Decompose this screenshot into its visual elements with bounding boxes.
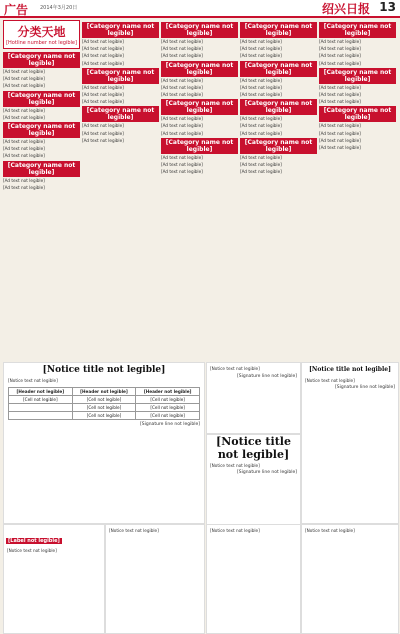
classified-columns: [3, 20, 397, 360]
classified-ad: [Ad text not legible]: [161, 84, 203, 90]
table-cell: [Cell not legible]: [72, 404, 136, 412]
notice-body: [Notice text not legible]: [210, 366, 260, 371]
category-header: [Category name not legible]: [319, 106, 396, 122]
relocation-notice: [206, 434, 301, 526]
classified-ad: [Ad text not legible]: [319, 84, 361, 90]
category-header: [Category name not legible]: [240, 99, 317, 115]
category-header: [Category name not legible]: [240, 22, 317, 38]
notice-title: [Notice title not legible]: [42, 365, 166, 375]
classified-ad: [Ad text not legible]: [319, 99, 361, 105]
classified-ad: [Ad text not legible]: [319, 145, 361, 151]
table-cell: [Cell not legible]: [72, 396, 136, 404]
classified-ad: [Ad text not legible]: [240, 123, 282, 129]
table-cell: [Cell not legible]: [72, 412, 136, 420]
classified-ad: [Ad text not legible]: [3, 114, 45, 120]
classified-ad: [Ad text not legible]: [319, 46, 361, 52]
notice-body: [Notice text not legible]: [305, 378, 355, 383]
classified-ad: [Ad text not legible]: [319, 130, 361, 136]
category-header: [Category name not legible]: [3, 91, 80, 107]
classified-ad: [Ad text not legible]: [82, 46, 124, 52]
classified-ad: [Ad text not legible]: [319, 92, 361, 98]
lost-body: [Notice text not legible]: [305, 528, 355, 533]
newspaper-logo: 绍兴日报: [321, 2, 370, 16]
issue-date: 2014年3月20日: [40, 5, 78, 11]
lost-body: [Notice text not legible]: [7, 548, 57, 553]
classified-ad: [Ad text not legible]: [161, 130, 203, 136]
classified-ad: [Ad text not legible]: [82, 53, 124, 59]
table-header: [Header not legible]: [136, 388, 200, 396]
notice-signature: [Signature line not legible]: [236, 470, 297, 476]
table-cell: [9, 404, 73, 412]
table-cell: [Cell not legible]: [136, 396, 200, 404]
classified-ad: [Ad text not legible]: [3, 107, 45, 113]
notice-signature: [Signature line not legible]: [334, 385, 395, 391]
classified-ad: [Ad text not legible]: [161, 46, 203, 52]
category-header: [Category name not legible]: [161, 61, 238, 77]
classified-ad: [Ad text not legible]: [161, 39, 203, 44]
category-header: [Category name not legible]: [82, 106, 159, 122]
brand-hotline: [Hotline number not legible]: [6, 40, 77, 46]
classified-ad: [Ad text not legible]: [82, 137, 124, 143]
table-header: [Header not legible]: [9, 388, 73, 396]
public-notice: [3, 362, 205, 524]
column-1: [3, 20, 80, 360]
section-title: 广告: [4, 3, 29, 17]
classified-ad: [Ad text not legible]: [240, 84, 282, 90]
classified-ad: [Ad text not legible]: [161, 53, 203, 59]
category-header: [Category name not legible]: [82, 22, 159, 38]
lost-body: [Notice text not legible]: [210, 528, 260, 533]
classified-ad: [Ad text not legible]: [161, 77, 203, 83]
classified-ad: [Ad text not legible]: [82, 99, 124, 105]
category-header: [Category name not legible]: [3, 52, 80, 68]
classified-ad: [Ad text not legible]: [161, 154, 203, 160]
classified-ad: [Ad text not legible]: [82, 84, 124, 90]
classified-ad: [Ad text not legible]: [82, 123, 124, 129]
category-header: [Category name not legible]: [161, 22, 238, 38]
category-header: [Category name not legible]: [319, 22, 396, 38]
classified-ad: [Ad text not legible]: [161, 169, 203, 175]
notice-title: [Notice title not legible]: [309, 366, 391, 373]
lost-notice-3: [206, 524, 301, 634]
lost-notice-4: [301, 524, 399, 634]
classified-ad: [Ad text not legible]: [3, 146, 45, 152]
notice-signature: [Signature line not legible]: [139, 422, 200, 428]
table-row: [9, 412, 200, 420]
notice-table: [8, 387, 200, 420]
classified-ad: [Ad text not legible]: [240, 77, 282, 83]
lost-notice-1: [3, 524, 105, 634]
page-number: 13: [379, 0, 396, 14]
notice-title: [Notice title not legible]: [216, 435, 291, 461]
classified-ad: [Ad text not legible]: [240, 39, 282, 44]
change-notice: [206, 362, 301, 434]
classified-ad: [Ad text not legible]: [319, 53, 361, 59]
classified-ad: [Ad text not legible]: [161, 162, 203, 168]
category-header: [Category name not legible]: [3, 161, 80, 177]
category-header: [Category name not legible]: [240, 138, 317, 154]
classified-ad: [Ad text not legible]: [3, 83, 45, 89]
classified-ad: [Ad text not legible]: [82, 60, 124, 66]
classified-ad: [Ad text not legible]: [161, 92, 203, 98]
category-header: [Category name not legible]: [161, 99, 238, 115]
table-cell: [Cell not legible]: [9, 396, 73, 404]
classified-ad: [Ad text not legible]: [3, 153, 45, 159]
notice-body: [Notice text not legible]: [210, 463, 260, 468]
classified-ad: [Ad text not legible]: [3, 76, 45, 82]
table-row: [9, 396, 200, 404]
column-5: [319, 20, 396, 360]
classified-ad: [Ad text not legible]: [240, 46, 282, 52]
classified-ad: [Ad text not legible]: [240, 53, 282, 59]
notice-signature: [Signature line not legible]: [236, 374, 297, 380]
category-header: [Category name not legible]: [82, 68, 159, 84]
classified-ad: [Ad text not legible]: [82, 39, 124, 44]
notice-body: [Notice text not legible]: [8, 378, 58, 383]
classified-ad: [Ad text not legible]: [319, 137, 361, 143]
classified-ad: [Ad text not legible]: [82, 92, 124, 98]
classified-ad: [Ad text not legible]: [3, 184, 45, 190]
classified-ad: [Ad text not legible]: [319, 39, 361, 44]
classified-ad: [Ad text not legible]: [161, 123, 203, 129]
classified-ad: [Ad text not legible]: [240, 116, 282, 122]
classified-brand: [3, 20, 80, 49]
classified-ad: [Ad text not legible]: [240, 92, 282, 98]
column-3: [161, 20, 238, 360]
table-header: [Header not legible]: [72, 388, 136, 396]
category-header: [Category name not legible]: [161, 138, 238, 154]
classified-ad: [Ad text not legible]: [319, 60, 361, 66]
classified-ad: [Ad text not legible]: [3, 69, 45, 74]
classified-ad: [Ad text not legible]: [240, 162, 282, 168]
lost-tag: [Label not legible]: [8, 538, 60, 544]
classified-ad: [Ad text not legible]: [3, 139, 45, 145]
classified-ad: [Ad text not legible]: [240, 154, 282, 160]
classified-ad: [Ad text not legible]: [161, 116, 203, 122]
table-cell: [Cell not legible]: [136, 404, 200, 412]
lost-body: [Notice text not legible]: [109, 528, 159, 533]
table-row: [9, 404, 200, 412]
lost-notice-2: [105, 524, 205, 634]
brand-title: 分类天地: [17, 25, 66, 39]
category-header: [Category name not legible]: [240, 61, 317, 77]
table-cell: [9, 412, 73, 420]
category-header: [Category name not legible]: [3, 122, 80, 138]
classified-ad: [Ad text not legible]: [3, 177, 45, 183]
column-4: [240, 20, 317, 360]
classified-ad: [Ad text not legible]: [240, 130, 282, 136]
classified-ad: [Ad text not legible]: [319, 123, 361, 129]
table-cell: [Cell not legible]: [136, 412, 200, 420]
merger-notice: [301, 362, 399, 524]
classified-ad: [Ad text not legible]: [82, 130, 124, 136]
page-header: [0, 0, 400, 18]
category-header: [Category name not legible]: [319, 68, 396, 84]
column-2: [82, 20, 159, 360]
classified-ad: [Ad text not legible]: [240, 169, 282, 175]
